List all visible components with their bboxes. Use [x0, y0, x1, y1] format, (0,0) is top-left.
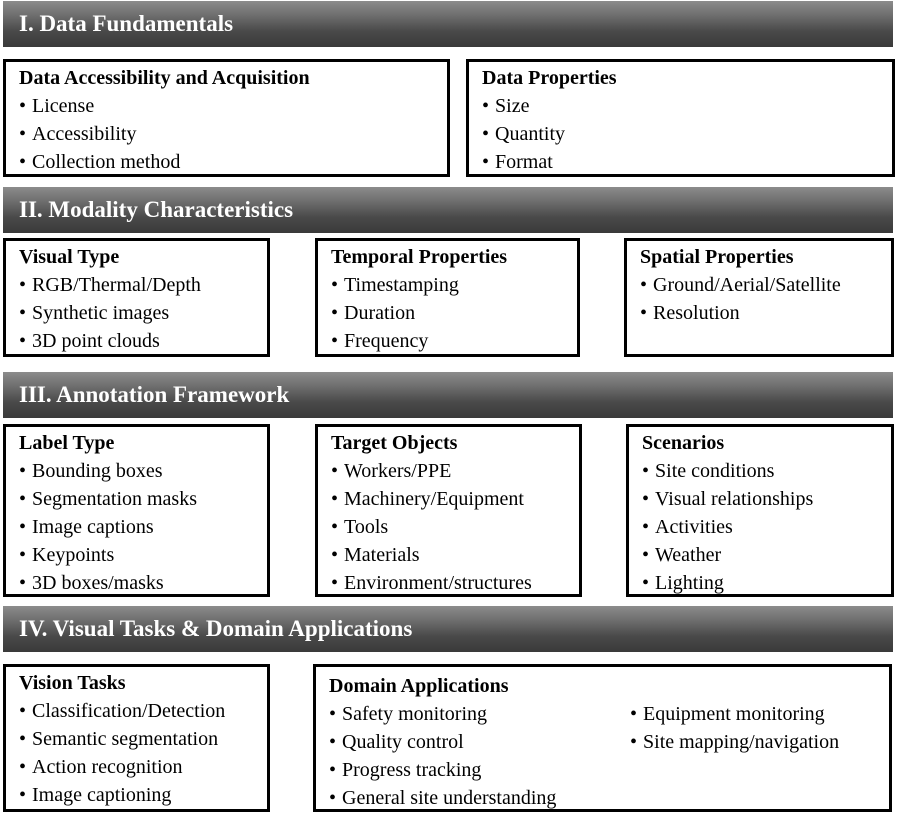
list-item: • License — [19, 92, 447, 120]
list-item: • Tools — [331, 513, 579, 541]
list-item: • Timestamping — [331, 271, 577, 299]
list-item: • Machinery/Equipment — [331, 485, 579, 513]
list-item: • Action recognition — [19, 753, 267, 781]
list-item: • RGB/Thermal/Depth — [19, 271, 267, 299]
list-item: • 3D boxes/masks — [19, 569, 267, 597]
list-item: • Safety monitoring — [329, 700, 889, 728]
box-title: Data Properties — [482, 67, 617, 89]
box-title: Target Objects — [331, 432, 458, 454]
box-data-accessibility — [3, 59, 450, 177]
box-title: Label Type — [19, 432, 115, 454]
box-title: Data Accessibility and Acquisition — [19, 67, 310, 89]
section-heading: II. Modality Characteristics — [3, 187, 893, 233]
box-vision-tasks — [3, 664, 270, 812]
box-domain-applications — [313, 664, 892, 812]
box-title: Domain Applications — [329, 675, 509, 697]
box-scenarios — [626, 424, 894, 597]
list-item: • Quality control — [329, 728, 889, 756]
box-visual-type — [3, 238, 270, 357]
list-item: • Image captioning — [19, 781, 267, 809]
list-item: • Classification/Detection — [19, 697, 267, 725]
list-item: • Format — [482, 148, 892, 176]
list-item: • Size — [482, 92, 892, 120]
list-item: • Frequency — [331, 327, 577, 355]
box-title: Visual Type — [19, 246, 120, 268]
list-item: • Lighting — [642, 569, 891, 597]
list-item: • Ground/Aerial/Satellite — [640, 271, 891, 299]
list-item: • Segmentation masks — [19, 485, 267, 513]
box-spatial-properties — [624, 238, 894, 357]
list-item: • Visual relationships — [642, 485, 891, 513]
list-item: • Synthetic images — [19, 299, 267, 327]
list-item: • Activities — [642, 513, 891, 541]
list-item: • Workers/PPE — [331, 457, 579, 485]
list-item: • Keypoints — [19, 541, 267, 569]
box-title: Scenarios — [642, 432, 725, 454]
section-heading: IV. Visual Tasks & Domain Applications — [3, 606, 893, 652]
list-item: • Environment/structures — [331, 569, 579, 597]
list-item: • General site understanding — [329, 784, 889, 812]
list-item: • Accessibility — [19, 120, 447, 148]
list-item: • Image captions — [19, 513, 267, 541]
section-heading: I. Data Fundamentals — [3, 1, 893, 47]
list-item: • Bounding boxes — [19, 457, 267, 485]
list-item: • Materials — [331, 541, 579, 569]
list-item: • Site conditions — [642, 457, 891, 485]
list-item: • Equipment monitoring — [630, 700, 839, 728]
section-heading: III. Annotation Framework — [3, 372, 893, 418]
list-item: • Weather — [642, 541, 891, 569]
domain-applications-column-2 — [630, 700, 839, 756]
list-item: • Progress tracking — [329, 756, 889, 784]
box-title: Spatial Properties — [640, 246, 794, 268]
list-item: • Collection method — [19, 148, 447, 176]
box-temporal-properties — [315, 238, 580, 357]
list-item: • 3D point clouds — [19, 327, 267, 355]
list-item: • Duration — [331, 299, 577, 327]
box-title: Vision Tasks — [19, 672, 126, 694]
list-item: • Semantic segmentation — [19, 725, 267, 753]
box-title: Temporal Properties — [331, 246, 508, 268]
box-data-properties — [466, 59, 895, 177]
list-item: • Site mapping/navigation — [630, 728, 839, 756]
box-label-type — [3, 424, 270, 597]
list-item: • Resolution — [640, 299, 891, 327]
box-target-objects — [315, 424, 582, 597]
list-item: • Quantity — [482, 120, 892, 148]
